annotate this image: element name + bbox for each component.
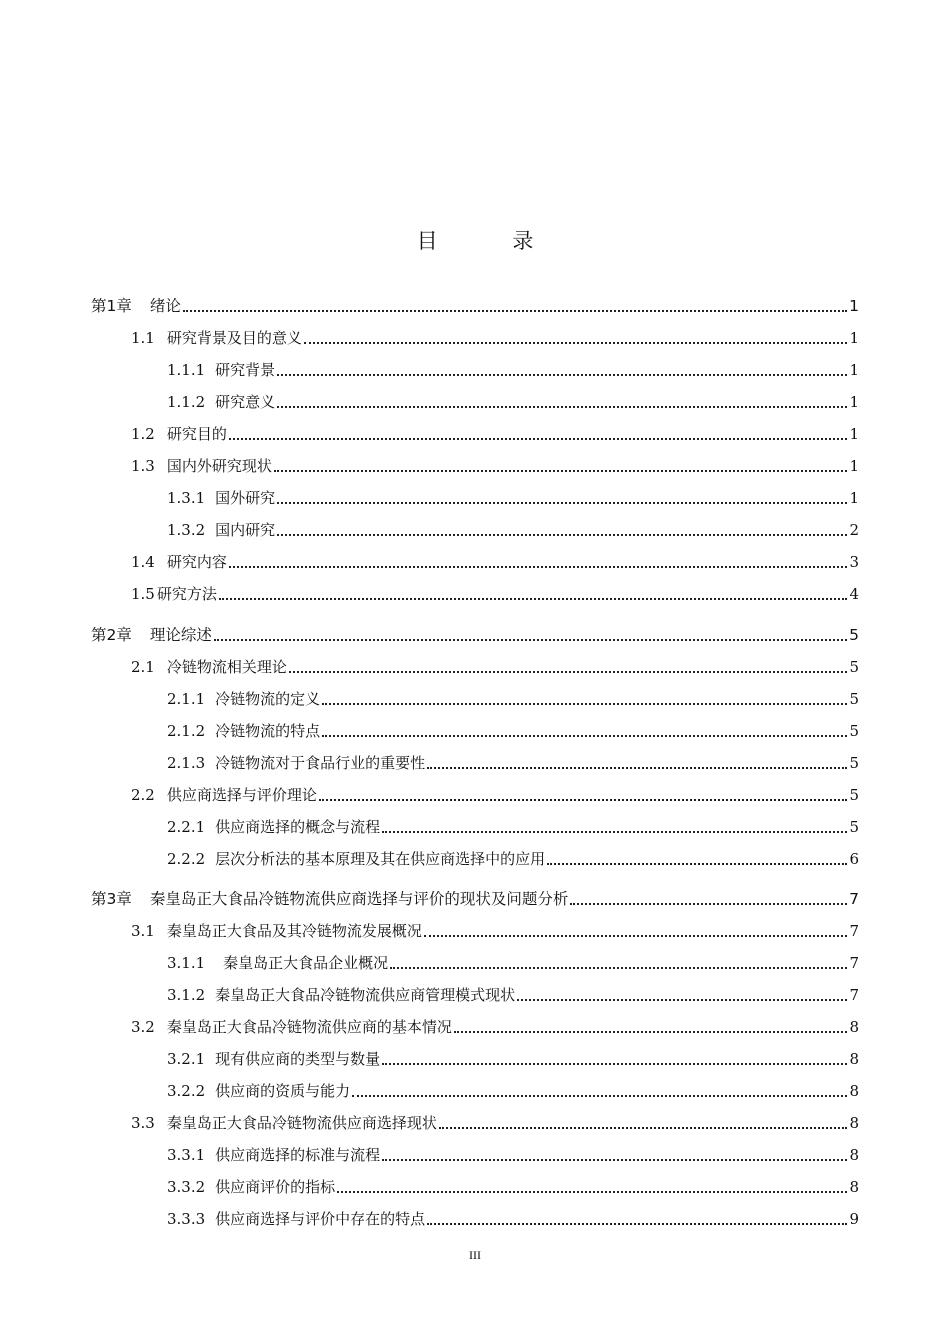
toc-page-number: 5	[849, 722, 859, 740]
toc-subsection-1-3-2[interactable]	[167, 515, 859, 541]
toc-subsection-3-2-1[interactable]	[167, 1044, 859, 1070]
toc-title: 国外研究	[215, 489, 276, 507]
toc-subsection-3-1-2[interactable]	[167, 980, 859, 1006]
toc-page-number: 1	[849, 361, 859, 379]
toc-title: 研究内容	[166, 553, 227, 571]
toc-section-1-3[interactable]	[131, 451, 859, 477]
toc-subsection-2-2-1[interactable]	[167, 812, 859, 838]
toc-page-number: 5	[849, 658, 859, 676]
toc-leader	[390, 967, 847, 969]
toc-leader	[424, 935, 847, 937]
toc-page-number: 8	[849, 1146, 859, 1164]
toc-title: 研究背景	[215, 361, 276, 379]
toc-section-1-4[interactable]	[131, 547, 859, 573]
page-number-footer: III	[469, 1248, 481, 1262]
toc-number: 2.2.2	[167, 850, 206, 868]
toc-page-number: 5	[849, 786, 859, 804]
toc-leader	[439, 1127, 847, 1129]
toc-page-number: 4	[849, 585, 859, 603]
toc-page-number: 6	[849, 850, 859, 868]
toc-page-number: 2	[849, 521, 859, 539]
page-title: 目 录	[416, 229, 568, 253]
toc-page-number: 1	[849, 425, 859, 443]
toc-title: 供应商评价的指标	[215, 1178, 336, 1196]
toc-subsection-3-1-1[interactable]	[167, 948, 859, 974]
toc-section-1-2[interactable]	[131, 419, 859, 445]
toc-leader	[214, 639, 847, 641]
toc-number: 1.5	[131, 585, 155, 603]
toc-page-number: 3	[849, 553, 859, 571]
toc-leader	[277, 374, 847, 376]
toc-number: 3.3.1	[167, 1146, 206, 1164]
toc-title: 秦皇岛正大食品冷链物流供应商选择现状	[166, 1114, 437, 1132]
toc-leader	[319, 799, 847, 801]
toc-subsection-3-3-3[interactable]	[167, 1204, 859, 1230]
toc-number: 1.2	[131, 425, 155, 443]
toc-chapter-3[interactable]	[91, 884, 859, 910]
toc-leader	[322, 735, 847, 737]
toc-number: 2.1.2	[167, 722, 206, 740]
toc-number: 3.3.2	[167, 1178, 206, 1196]
toc-number: 3.3	[131, 1114, 155, 1132]
toc-number: 1.1	[131, 329, 155, 347]
toc-number: 3.1.1	[167, 954, 206, 972]
toc-subsection-2-1-3[interactable]	[167, 748, 859, 774]
toc-page-number: 9	[849, 1210, 859, 1228]
toc-subsection-3-3-1[interactable]	[167, 1140, 859, 1166]
toc-page-number: 8	[849, 1082, 859, 1100]
toc-leader	[274, 470, 847, 472]
toc-title: 供应商选择与评价理论	[166, 786, 317, 804]
toc-title: 冷链物流的定义	[215, 690, 321, 708]
toc-leader	[427, 1223, 847, 1225]
toc-leader	[277, 406, 847, 408]
toc-leader	[277, 502, 847, 504]
toc-subsection-3-3-2[interactable]	[167, 1172, 859, 1198]
toc-title: 国内外研究现状	[166, 457, 272, 475]
toc-title: 研究目的	[166, 425, 227, 443]
toc-title: 研究背景及目的意义	[166, 329, 302, 347]
toc-page-number: 7	[849, 922, 859, 940]
toc-title: 冷链物流对于食品行业的重要性	[215, 754, 426, 772]
toc-title: 理论综述	[149, 626, 212, 644]
toc-page-number: 8	[849, 1018, 859, 1036]
toc-leader	[352, 1095, 847, 1097]
toc-leader	[229, 566, 847, 568]
toc-section-2-2[interactable]	[131, 780, 859, 806]
toc-title: 供应商选择与评价中存在的特点	[215, 1210, 426, 1228]
toc-number: 2.1	[131, 658, 155, 676]
toc-leader	[427, 767, 847, 769]
toc-title: 现有供应商的类型与数量	[215, 1050, 381, 1068]
toc-section-2-1[interactable]	[131, 652, 859, 678]
toc-subsection-2-1-2[interactable]	[167, 716, 859, 742]
toc-leader	[382, 1159, 847, 1161]
toc-leader	[304, 342, 847, 344]
toc-title: 供应商选择的概念与流程	[215, 818, 381, 836]
toc-number: 1.4	[131, 553, 155, 571]
toc-subsection-2-1-1[interactable]	[167, 684, 859, 710]
toc-number: 2.2	[131, 786, 155, 804]
toc-number: 1.3.2	[167, 521, 206, 539]
toc-subsection-3-2-2[interactable]	[167, 1076, 859, 1102]
toc-chapter-2[interactable]	[91, 620, 859, 646]
toc-page-number: 5	[849, 818, 859, 836]
toc-title: 供应商的资质与能力	[215, 1082, 351, 1100]
toc-title: 层次分析法的基本原理及其在供应商选择中的应用	[215, 850, 546, 868]
toc-leader	[229, 438, 847, 440]
toc-leader	[289, 671, 847, 673]
toc-number: 1.3.1	[167, 489, 206, 507]
toc-number: 3.3.3	[167, 1210, 206, 1228]
toc-leader	[517, 999, 847, 1001]
toc-page-number: 8	[849, 1114, 859, 1132]
toc-number: 第2章	[91, 626, 132, 644]
toc-title: 冷链物流相关理论	[166, 658, 287, 676]
toc-leader	[183, 310, 847, 312]
toc-number: 第1章	[91, 297, 132, 315]
toc-page-number: 7	[849, 890, 859, 908]
toc-page-number: 5	[849, 754, 859, 772]
toc-number: 第3章	[91, 890, 132, 908]
toc-leader	[277, 534, 847, 536]
toc-page-number: 5	[849, 626, 859, 644]
toc-leader	[219, 598, 847, 600]
toc-number: 3.2.2	[167, 1082, 206, 1100]
toc-number: 3.2	[131, 1018, 155, 1036]
toc-title: 绪论	[149, 297, 181, 315]
toc-page-number: 1	[849, 457, 859, 475]
toc-subsection-2-2-2[interactable]	[167, 844, 859, 870]
toc-number: 1.1.1	[167, 361, 206, 379]
toc-page-number: 1	[849, 393, 859, 411]
toc-section-1-1[interactable]	[131, 323, 859, 349]
toc-number: 3.1.2	[167, 986, 206, 1004]
toc-leader	[337, 1191, 847, 1193]
toc-section-3-3[interactable]	[131, 1108, 859, 1134]
toc-page-number: 7	[849, 954, 859, 972]
toc-title: 秦皇岛正大食品冷链物流供应商的基本情况	[166, 1018, 452, 1036]
toc-subsection-1-1-2[interactable]	[167, 387, 859, 413]
toc-subsection-1-1-1[interactable]	[167, 355, 859, 381]
toc-section-3-2[interactable]	[131, 1012, 859, 1038]
toc-leader	[322, 703, 847, 705]
toc-leader	[547, 863, 847, 865]
toc-page-number: 8	[849, 1050, 859, 1068]
toc-page-number: 1	[849, 489, 859, 507]
toc-leader	[382, 831, 847, 833]
toc-number: 1.3	[131, 457, 155, 475]
toc-number: 2.1.1	[167, 690, 206, 708]
toc-page-number: 8	[849, 1178, 859, 1196]
toc-section-3-1[interactable]	[131, 916, 859, 942]
toc-leader	[382, 1063, 847, 1065]
toc-leader	[570, 903, 847, 905]
toc-title: 国内研究	[215, 521, 276, 539]
toc-title: 秦皇岛正大食品冷链物流供应商管理模式现状	[215, 986, 516, 1004]
toc-title: 研究方法	[156, 585, 217, 603]
toc-title: 研究意义	[215, 393, 276, 411]
toc-title: 秦皇岛正大食品及其冷链物流发展概况	[166, 922, 422, 940]
toc-number: 3.2.1	[167, 1050, 206, 1068]
toc-subsection-1-3-1[interactable]	[167, 483, 859, 509]
toc-chapter-1[interactable]	[91, 291, 859, 317]
toc-number: 1.1.2	[167, 393, 206, 411]
toc-number: 2.1.3	[167, 754, 206, 772]
toc-title: 冷链物流的特点	[215, 722, 321, 740]
toc-page-number: 1	[849, 297, 859, 315]
toc-number: 2.2.1	[167, 818, 206, 836]
toc-page-number: 1	[849, 329, 859, 347]
toc-page-number: 7	[849, 986, 859, 1004]
toc-section-1-5[interactable]	[131, 579, 859, 605]
toc-title: 供应商选择的标准与流程	[215, 1146, 381, 1164]
toc-leader	[454, 1031, 847, 1033]
toc-page-number: 5	[849, 690, 859, 708]
toc-title: 秦皇岛正大食品冷链物流供应商选择与评价的现状及问题分析	[149, 890, 569, 908]
toc-title: 秦皇岛正大食品企业概况	[223, 954, 389, 972]
toc-number: 3.1	[131, 922, 155, 940]
